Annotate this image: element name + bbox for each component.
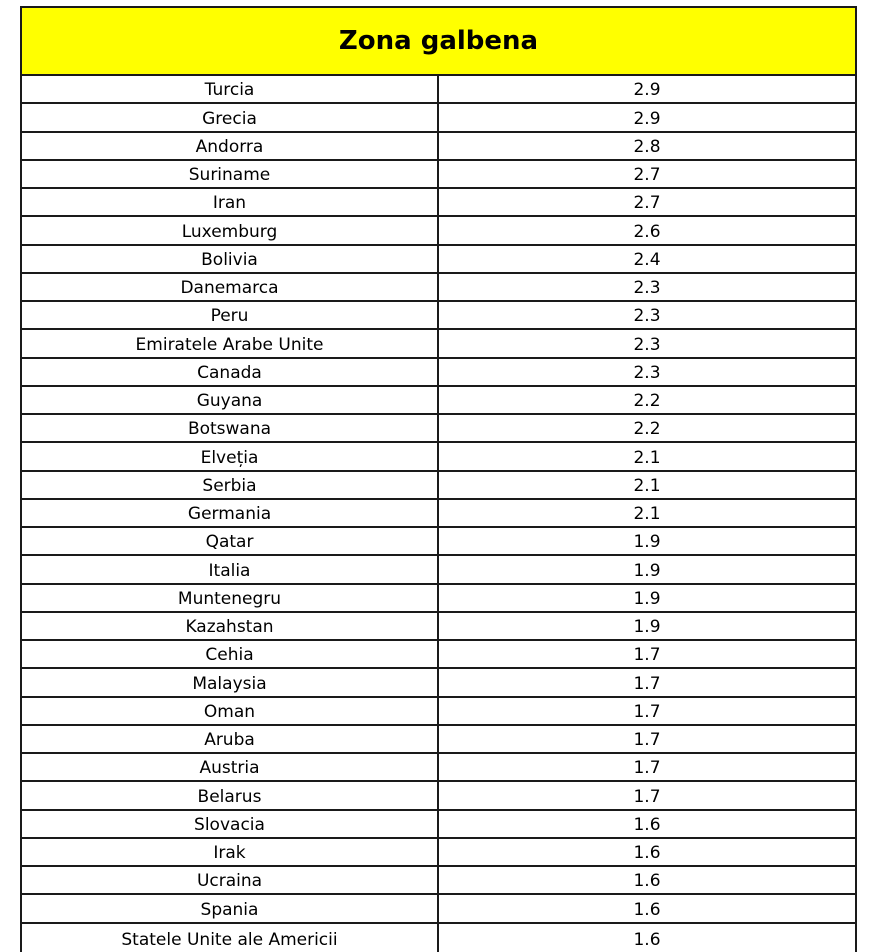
value-cell: 1.6 <box>633 871 661 892</box>
country-cell: Italia <box>22 556 439 582</box>
country-cell: Malaysia <box>22 669 439 695</box>
value-cell: 1.9 <box>633 588 661 609</box>
value-cell: 2.3 <box>633 334 661 355</box>
table-row <box>22 387 855 415</box>
country-cell: Canada <box>22 359 439 385</box>
table-row <box>22 839 855 867</box>
table-row <box>22 528 855 556</box>
table-row <box>22 698 855 726</box>
country-cell: Oman <box>22 698 439 724</box>
country-cell: Guyana <box>22 387 439 413</box>
country-cell: Emiratele Arabe Unite <box>22 330 439 356</box>
country-cell: Peru <box>22 302 439 328</box>
value-cell: 1.9 <box>633 617 661 637</box>
value-cell: 1.7 <box>633 673 661 694</box>
value-cell: 1.9 <box>633 560 661 581</box>
value-cell: 2.9 <box>633 80 661 101</box>
table-row <box>22 472 855 500</box>
table-row <box>22 274 855 302</box>
value-cell: 2.3 <box>633 278 661 298</box>
table-row <box>22 754 855 782</box>
value-cell: 1.7 <box>633 786 661 807</box>
value-cell: 2.1 <box>633 447 661 468</box>
table-row <box>22 443 855 471</box>
table-row <box>22 246 855 274</box>
table-row <box>22 782 855 810</box>
value-cell: 1.6 <box>633 899 661 920</box>
table-row <box>22 811 855 839</box>
table-row <box>22 302 855 330</box>
table-row <box>22 500 855 528</box>
country-cell: Ucraina <box>22 867 439 893</box>
value-cell: 1.7 <box>633 758 661 779</box>
country-cell: Iran <box>22 189 439 215</box>
table-row <box>22 161 855 189</box>
value-cell: 2.3 <box>633 306 661 327</box>
table-row <box>22 359 855 387</box>
country-cell: Serbia <box>22 472 439 498</box>
table-row <box>22 895 855 923</box>
value-cell: 2.7 <box>633 193 661 214</box>
table-row <box>22 76 855 104</box>
value-cell: 1.7 <box>633 701 661 722</box>
table-row <box>22 217 855 245</box>
country-cell: Suriname <box>22 161 439 187</box>
value-cell: 1.6 <box>633 843 661 863</box>
table-body <box>20 76 857 952</box>
value-cell: 2.2 <box>633 391 661 411</box>
table-row <box>22 669 855 697</box>
table-row <box>22 133 855 161</box>
table-row <box>22 104 855 132</box>
country-cell: Cehia <box>22 641 439 667</box>
country-cell: Turcia <box>22 76 439 102</box>
value-cell: 2.6 <box>633 221 661 242</box>
country-cell: Bolivia <box>22 246 439 272</box>
value-cell: 1.9 <box>633 532 661 553</box>
value-cell: 2.3 <box>633 362 661 383</box>
table-row <box>22 415 855 443</box>
table-row <box>22 585 855 613</box>
table-row <box>22 867 855 895</box>
country-cell: Irak <box>22 839 439 865</box>
value-cell: 1.6 <box>633 814 661 835</box>
country-cell: Danemarca <box>22 274 439 300</box>
country-cell: Muntenegru <box>22 585 439 611</box>
table-row <box>22 726 855 754</box>
value-cell: 2.1 <box>633 504 661 524</box>
country-cell: Andorra <box>22 133 439 159</box>
table-title: Zona galbena <box>20 6 857 76</box>
value-cell: 2.9 <box>633 108 661 129</box>
table-row <box>22 613 855 641</box>
table-row <box>22 924 855 952</box>
value-cell: 2.8 <box>633 136 661 157</box>
country-cell: Germania <box>22 500 439 526</box>
value-cell: 1.7 <box>633 645 661 666</box>
country-cell: Grecia <box>22 104 439 130</box>
value-cell: 2.1 <box>633 475 661 496</box>
value-cell: 2.2 <box>633 419 661 440</box>
table-row <box>22 330 855 358</box>
yellow-zone-table <box>20 6 857 952</box>
country-cell: Qatar <box>22 528 439 554</box>
country-cell: Belarus <box>22 782 439 808</box>
country-cell: Aruba <box>22 726 439 752</box>
table-row <box>22 641 855 669</box>
table-row <box>22 556 855 584</box>
table-row <box>22 189 855 217</box>
country-cell: Kazahstan <box>22 613 439 639</box>
value-cell: 1.6 <box>633 929 661 950</box>
country-cell: Elveția <box>22 443 439 469</box>
country-cell: Spania <box>22 895 439 921</box>
country-cell: Botswana <box>22 415 439 441</box>
country-cell: Luxemburg <box>22 217 439 243</box>
country-cell: Statele Unite ale Americii <box>22 924 439 952</box>
country-cell: Austria <box>22 754 439 780</box>
value-cell: 2.7 <box>633 165 661 185</box>
value-cell: 2.4 <box>633 249 661 270</box>
value-cell: 1.7 <box>633 730 661 750</box>
country-cell: Slovacia <box>22 811 439 837</box>
